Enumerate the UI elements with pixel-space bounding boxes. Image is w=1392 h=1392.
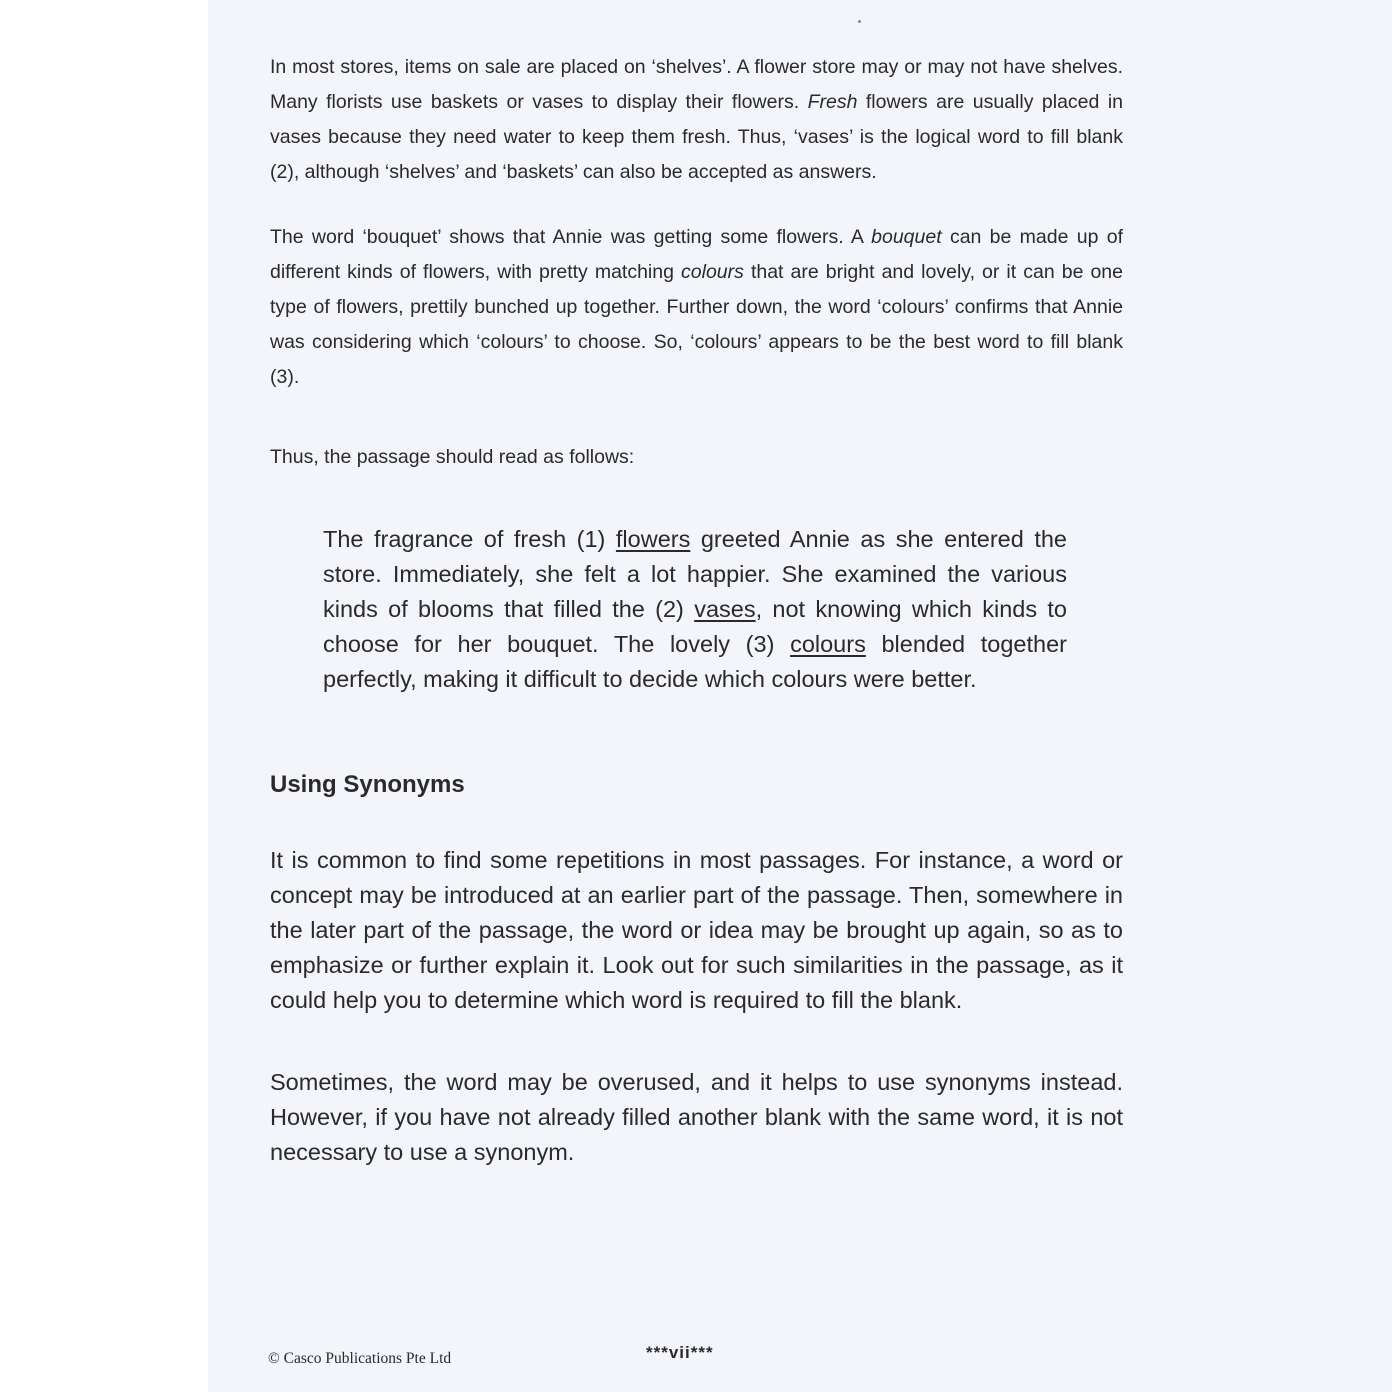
passage-text: , not knowing which kinds to choose for her bouquet. The lovely (3) xyxy=(323,596,1067,657)
italic-word: bouquet xyxy=(871,226,942,248)
left-margin xyxy=(0,0,208,1392)
italic-word: colours xyxy=(681,261,744,283)
paragraph-text: The word ‘bouquet’ shows that Annie was getting some flowers. A xyxy=(270,226,872,248)
section-heading: Using Synonyms xyxy=(270,771,465,798)
paragraph-bouquet xyxy=(270,220,1123,395)
answer-word: flowers xyxy=(615,526,691,552)
passage-text: greeted Annie as she entered the store. Immediately, she felt a lot happier. She examined the various kinds of blooms that filled the (2) xyxy=(323,526,1068,622)
paragraph-intro-passage: Thus, the passage should read as follows: xyxy=(270,446,635,468)
passage-text: The fragrance of fresh (1) xyxy=(323,526,616,552)
paragraph-text: can be made up of different kinds of flowers, with pretty matching xyxy=(270,226,1123,283)
paragraph-overused: Sometimes, the word may be overused, and it helps to use synonyms instead. However, if you have not already filled another blank with the same word, it is not necessary to use a synonym. xyxy=(270,1069,1123,1165)
italic-word: Fresh xyxy=(807,91,858,113)
paragraph-text: In most stores, items on sale are placed on ‘shelves’. A flower store may or may not have shelves. Many florists use baskets or vases to display their flowers. xyxy=(270,56,1123,113)
copyright-notice: © Casco Publications Pte Ltd xyxy=(268,1350,452,1367)
answer-word: vases xyxy=(694,596,756,622)
paragraph-repetitions: It is common to find some repetitions in most passages. For instance, a word or concept may be introduced at an earlier part of the passage. Then, somewhere in the later part of the passage, the word or idea may be brought up again, so as to emphasize or further explain it. Look out for such similarities in the passage, as it could help you to determine which word is required to fill the blank. xyxy=(270,847,1123,1013)
completed-passage xyxy=(323,522,1067,697)
speck xyxy=(858,20,861,23)
passage-text: blended together perfectly, making it difficult to decide which colours were better. xyxy=(323,631,1067,692)
page-content xyxy=(270,50,1123,1170)
paragraph-shelves xyxy=(270,50,1123,190)
answer-word: colours xyxy=(790,631,866,657)
paragraph-text: that are bright and lovely, or it can be one type of flowers, prettily bunched up together. Further down, the word ‘colours’ confirms that Annie was considering which ‘colours’ to choose. So, ‘colours’ appears to be the best word to fill blank (3). xyxy=(270,261,1124,388)
page-number: ***vii*** xyxy=(646,1343,714,1362)
paragraph-text: flowers are usually placed in vases because they need water to keep them fresh. Thus, ‘vases’ is the logical word to fill blank (2), although ‘shelves’ and ‘baskets’ can also be accepted as answers. xyxy=(270,91,1123,183)
